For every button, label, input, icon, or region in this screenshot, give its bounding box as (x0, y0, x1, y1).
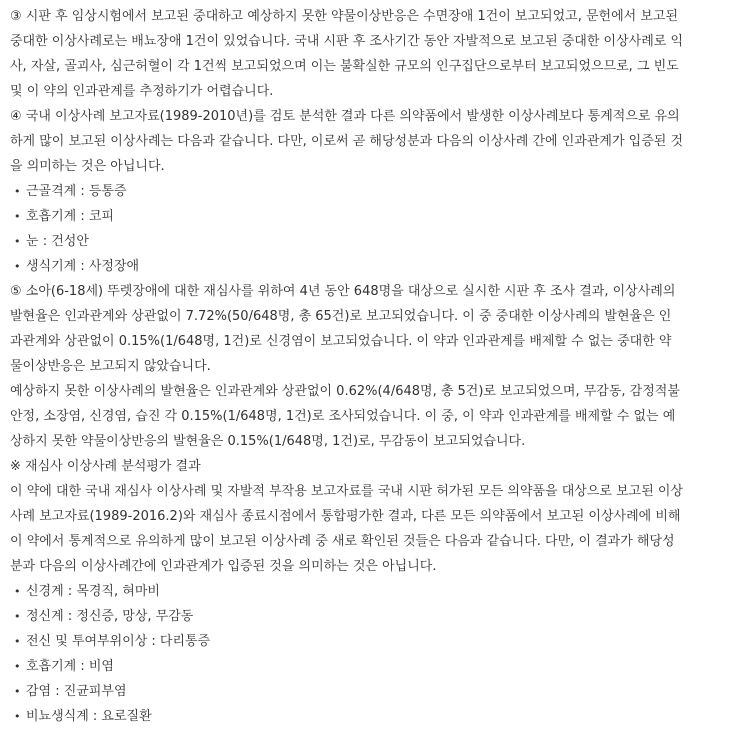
list-item-text: 정신계 : 정신증, 망상, 무감동 (26, 609, 194, 624)
text-line: 분과 다음의 이상사례간에 인과관계가 입증된 것을 의미하는 것은 아닙니다. (10, 559, 437, 574)
reexam-paragraph (10, 479, 727, 579)
text-line: 상하지 못한 약물이상반응의 발현율은 0.15%(1/648명, 1건)로, 무감동이 보고되었습니다. (10, 434, 526, 449)
text-line: 사, 자살, 골괴사, 심근허혈이 각 1건씩 보고되었으며 이는 불확실한 규모의 인구집단으로부터 보고되었으므로, 그 빈도 (10, 59, 679, 74)
bullet-icon: • (14, 235, 21, 248)
section-5-unexpected-paragraph (10, 379, 727, 454)
text-line: 하게 많이 보고된 이상사례는 다음과 같습니다. 다만, 이로써 곧 해당성분과 다음의 이상사례 간에 인과관계가 입증된 것 (10, 134, 684, 149)
bullet-icon: • (14, 260, 21, 273)
section-5-paragraph (10, 279, 727, 379)
list-item-text: 호흡기계 : 코피 (26, 209, 114, 224)
text-line: 물이상반응은 보고되지 않았습니다. (10, 359, 211, 374)
section-4-paragraph (10, 104, 727, 179)
text-line: ④ 국내 이상사례 보고자료(1989-2010년)를 검토 분석한 결과 다른 의약품에서 발생한 이상사례보다 통계적으로 유의 (10, 109, 680, 124)
bullet-icon: • (14, 635, 21, 648)
text-line: 과관계와 상관없이 0.15%(1/648명, 1건)로 신경염이 보고되었습니다. 이 약과 인과관계를 배제할 수 없는 중대한 약 (10, 334, 672, 349)
bullet-icon: • (14, 610, 21, 623)
text-line: 예상하지 못한 이상사례의 발현율은 인과관계와 상관없이 0.62%(4/648명, 총 5건)로 보고되었으며, 무감동, 감정적불 (10, 384, 680, 399)
bullet-icon: • (14, 585, 21, 598)
list-item-text: 호흡기계 : 비염 (26, 659, 114, 674)
text-line: 안정, 소장염, 신경염, 습진 각 0.15%(1/648명, 1건)로 조사되었습니다. 이 중, 이 약과 인과관계를 배제할 수 없는 예 (10, 409, 676, 424)
list-item-text: 비뇨생식계 : 요로질환 (26, 709, 152, 724)
bullet-icon: • (14, 685, 21, 698)
text-line: 발현율은 인과관계와 상관없이 7.72%(50/648명, 총 65건)로 보고되었습니다. 이 중 중대한 이상사례의 발현율은 인 (10, 309, 672, 324)
list-item-text: 생식기계 : 사정장애 (26, 259, 140, 274)
section-heading: ※ 재심사 이상사례 분석평가 결과 (10, 459, 201, 474)
list-item (10, 229, 727, 254)
bullet-icon: • (14, 210, 21, 223)
bullet-icon: • (14, 710, 21, 723)
bullet-icon: • (14, 660, 21, 673)
list-item-text: 눈 : 건성안 (26, 234, 89, 249)
list-item-text: 근골격계 : 등통증 (26, 184, 127, 199)
text-line: ③ 시판 후 임상시험에서 보고된 중대하고 예상하지 못한 약물이상반응은 수면장애 1건이 보고되었고, 문헌에서 보고된 (10, 9, 679, 24)
list-item (10, 654, 727, 679)
text-line: 사례 보고자료(1989-2016.2)와 재심사 종료시점에서 통합평가한 결과, 다른 모든 의약품에서 보고된 이상사례에 비해 (10, 509, 681, 524)
list-item (10, 704, 727, 729)
list-item (10, 254, 727, 279)
list-item-text: 감염 : 진균피부염 (26, 684, 127, 699)
bullet-icon: • (14, 185, 21, 198)
reexam-heading (10, 454, 727, 479)
list-item (10, 179, 727, 204)
list-item (10, 629, 727, 654)
text-line: 을 의미하는 것은 아닙니다. (10, 159, 165, 174)
list-item-text: 신경계 : 목경직, 혀마비 (26, 584, 160, 599)
text-line: 이 약에 대한 국내 재심사 이상사례 및 자발적 부작용 보고자료를 국내 시판 허가된 모든 의약품을 대상으로 보고된 이상 (10, 484, 684, 499)
text-line: 및 이 약의 인과관계를 추정하기가 어렵습니다. (10, 84, 274, 99)
reexam-bullet-list (10, 579, 727, 729)
section-4-bullet-list (10, 179, 727, 279)
list-item (10, 204, 727, 229)
list-item (10, 604, 727, 629)
list-item (10, 679, 727, 704)
text-line: ⑤ 소아(6-18세) 뚜렛장애에 대한 재심사를 위하여 4년 동안 648명을 대상으로 실시한 시판 후 조사 결과, 이상사례의 (10, 284, 676, 299)
list-item-text: 전신 및 투여부위이상 : 다리통증 (26, 634, 211, 649)
text-line: 중대한 이상사례로는 배뇨장애 1건이 있었습니다. 국내 시판 후 조사기간 동안 자발적으로 보고된 중대한 이상사례로 익 (10, 34, 684, 49)
text-line: 이 약에서 통계적으로 유의하게 많이 보고된 이상사례 중 새로 확인된 것들은 다음과 같습니다. 다만, 이 결과가 해당성 (10, 534, 675, 549)
section-3-paragraph (10, 4, 727, 104)
list-item (10, 579, 727, 604)
